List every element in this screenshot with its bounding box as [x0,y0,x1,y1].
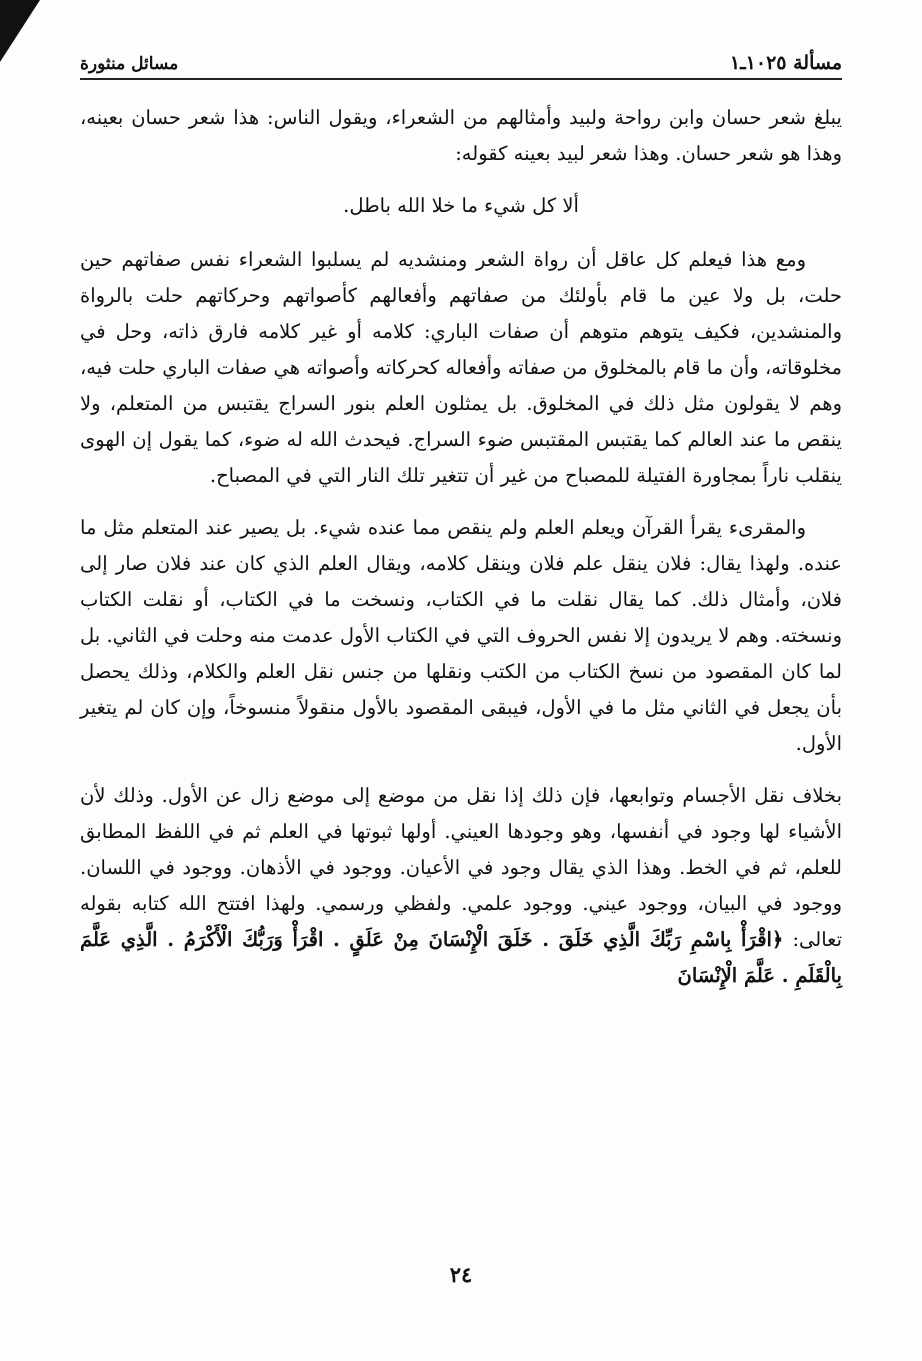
paragraph-4-text: بخلاف نقل الأجسام وتوابعها، فإن ذلك إذا نقل من موضع إلى موضع زال عن الأول. وذلك لأن الأشياء لها وجود في أنفسها، وهو وجودها العيني. أولها ثبوتها في العلم ثم في اللفظ المطابق للعلم، ثم في الخط. وهذا الذي يقال وجود في الأعيان. ووجود في الأذهان. ووجود في اللسان. ووجود في البيان، ووجود عيني. ووجود علمي. ولفظي ورسمي. ولهذا افتتح الله كتابه بقوله تعالى: [80,784,843,951]
paragraph-2: ومع هذا فيعلم كل عاقل أن رواة الشعر ومنشديه لم يسلبوا الشعراء نفس صفاتهم حين حلت، بل ولا عين ما قام بأولئك من صفاتهم وأفعالهم كأصواتهم وحركاتهم حلت بالرواة والمنشدين، فكيف يتوهم متوهم أن صفات الباري: كلامه أو غير كلامه فارق ذاته، وحل في مخلوقاته، وأن ما قام بالمخلوق من صفاته وأفعاله كحركاته وأصواته هي صفات الباري حلت فيه، وهم لا يقولون مثل ذلك في المخلوق. بل يمثلون العلم بنور السراج يقتبس من المتعلم، ولا ينقص ما عند العالم كما يقتبس المقتبس ضوء السراج. فيحدث الله له ضوء، كما يقول إن الهوى ينقلب ناراً بمجاورة الفتيلة للمصباح من غير أن تتغير تلك النار التي في المصباح. [80,248,843,487]
poetry-verse: ألا كل شيء ما خلا الله باطل. [343,194,579,217]
header-book-title: مسائل منثورة [80,54,179,74]
page-number: ٢٤ [449,1262,473,1287]
quran-quote: ﴿اقْرَأْ بِاسْمِ رَبِّكَ الَّذِي خَلَقَ . خَلَقَ الْإِنْسَانَ مِنْ عَلَقٍ . اقْرَأْ وَرَبُّكَ الْأَكْرَمُ . الَّذِي عَلَّمَ بِالْقَلَمِ . عَلَّمَ الْإِنْسَانَ [80,928,842,987]
running-header [80,36,842,80]
paragraph-4 [80,778,842,994]
scan-corner-mark [0,0,40,62]
body-text [80,100,842,994]
header-issue-number: مسألة ١٠٢٥ـ١ [729,52,842,74]
paragraph-1: يبلغ شعر حسان وابن رواحة ولبيد وأمثالهم من الشعراء، ويقول الناس: هذا شعر حسان بعينه، وهذا هو شعر حسان. وهذا شعر لبيد بعينه كقوله: [80,106,842,165]
paragraph-3: والمقرىء يقرأ القرآن ويعلم العلم ولم ينقص مما عنده شيء. بل يصير عند المتعلم مثل ما عنده. ولهذا يقال: فلان ينقل علم فلان وينقل كلامه، ويقال العلم الذي كان عند فلان صار إلى فلان، وأمثال ذلك. كما يقال نقلت ما في الكتاب، ونسخت ما في الكتاب، أو نقلت الكتاب ونسخته. وهم لا يريدون إلا نفس الحروف التي في الكتاب الأول عدمت منه وحلت في الثاني. بل لما كان المقصود من نسخ الكتاب من الكتب ونقلها من جنس نقل العلم والكلام، وذلك يحصل بأن يجعل في الثاني مثل ما في الأول، فيبقى المقصود بالأول منقولاً منسوخاً، وإن كان لم يتغير الأول. [80,516,842,755]
